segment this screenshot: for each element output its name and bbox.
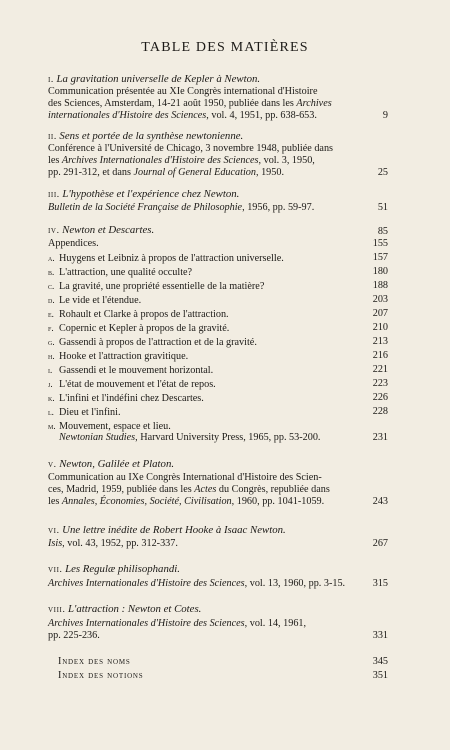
chapter-title: Une lettre inédite de Robert Hooke à Isaac Newton. <box>62 524 286 536</box>
appendix-item-source: Newtonian Studies, Harvard University Press, 1965, pp. 53-200. <box>59 432 321 443</box>
chapter-1-source-line: des Sciences, Amsterdam, 14-21 août 1950, publiée dans les Archives <box>48 98 332 109</box>
chapter-1-source-line: Communication présentée au XIe Congrès international d'Histoire <box>48 86 318 97</box>
index-of-notions: Index des notions <box>58 670 144 681</box>
page-number: 345 <box>372 656 388 667</box>
chapter-title: L'hypothèse et l'expérience chez Newton. <box>62 188 240 200</box>
chapter-3-heading <box>48 188 388 201</box>
index-of-names: Index des noms <box>58 656 131 667</box>
page-number: 9 <box>382 110 388 121</box>
chapter-2-heading <box>48 130 388 143</box>
chapter-3-source-line: Bulletin de la Société Française de Philosophie, 1956, pp. 59-97. <box>48 202 315 213</box>
page-number: 157 <box>372 252 388 263</box>
chapter-8-source-line: pp. 225-236. <box>48 630 100 641</box>
chapter-8-source-line: Archives Internationales d'Histoire des Sciences, vol. 14, 1961, <box>48 618 307 629</box>
chapter-6-source-line: Isis, vol. 43, 1952, pp. 312-337. <box>48 538 178 549</box>
appendix-item: c. La gravité, une propriété essentielle de la matière? <box>48 281 265 292</box>
page-number: 221 <box>372 364 388 375</box>
chapter-2-source-line: les Archives Internationales d'Histoire des Sciences, vol. 3, 1950, <box>48 155 315 166</box>
page-number: 223 <box>372 378 388 389</box>
chapter-1-heading <box>48 73 388 86</box>
chapter-2-source-line: Conférence à l'Université de Chicago, 3 novembre 1948, publiée dans <box>48 143 334 154</box>
appendix-item: i. Gassendi et le mouvement horizontal. <box>48 365 214 376</box>
chapter-title: L'attraction : Newton et Cotes. <box>68 603 202 615</box>
chapter-title: Newton et Descartes. <box>62 224 155 236</box>
page-number: 351 <box>372 670 388 681</box>
appendix-item: f. Copernic et Kepler à propos de la gravité. <box>48 323 230 334</box>
page-number: 243 <box>372 496 388 507</box>
chapter-title: Newton, Galilée et Platon. <box>59 458 175 470</box>
page-number: 213 <box>372 336 388 347</box>
page-number: 226 <box>372 392 388 403</box>
chapter-number: iii. <box>48 189 60 200</box>
chapter-title: Les Regulæ philisophandi. <box>65 563 180 575</box>
chapter-number: i. <box>48 74 54 85</box>
appendix-item: m. Mouvement, espace et lieu. <box>48 421 171 432</box>
appendix-item: d. Le vide et l'étendue. <box>48 295 142 306</box>
page-number: 203 <box>372 294 388 305</box>
chapter-5-source-line: les Annales, Économies, Société, Civilisation, 1960, pp. 1041-1059. <box>48 496 325 507</box>
chapter-8-heading <box>48 603 388 616</box>
chapter-7-source-line: Archives Internationales d'Histoire des Sciences, vol. 13, 1960, pp. 3-15. <box>48 578 346 589</box>
chapter-1-source-line: internationales d'Histoire des Sciences, vol. 4, 1951, pp. 638-653. <box>48 110 317 121</box>
chapter-7-heading <box>48 563 388 576</box>
chapter-title: La gravitation universelle de Kepler à Newton. <box>56 73 261 85</box>
chapter-5-source-line: ces, Madrid, 1959, publiée dans les Actes du Congrès, republiée dans <box>48 484 330 495</box>
page-number: 25 <box>377 167 388 178</box>
page-title: TABLE DES MATIÈRES <box>141 40 309 55</box>
page-number: 267 <box>372 538 388 549</box>
chapter-number: vii. <box>48 564 63 575</box>
page-number: 188 <box>372 280 388 291</box>
appendix-item: h. Hooke et l'attraction gravitique. <box>48 351 189 362</box>
appendix-item: k. L'infini et l'indéfini chez Descartes. <box>48 393 204 404</box>
appendix-item: a. Huygens et Leibniz à propos de l'attraction universelle. <box>48 253 284 264</box>
page-number: 180 <box>372 266 388 277</box>
chapter-2-source-line: pp. 291-312, et dans Journal of General Education, 1950. <box>48 167 284 178</box>
page-number: 315 <box>372 578 388 589</box>
chapter-6-heading <box>48 524 388 537</box>
page-number: 207 <box>372 308 388 319</box>
chapter-4-heading <box>48 224 388 237</box>
chapter-number: ii. <box>48 131 57 142</box>
chapter-title: Sens et portée de la synthèse newtonienne. <box>59 130 244 142</box>
appendix-item: e. Rohault et Clarke à propos de l'attraction. <box>48 309 229 320</box>
appendix-item: j. L'état de mouvement et l'état de repos. <box>48 379 216 390</box>
appendix-item: l. Dieu et l'infini. <box>48 407 121 418</box>
page-number: 331 <box>372 630 388 641</box>
appendix-item: g. Gassendi à propos de l'attraction et de la gravité. <box>48 337 257 348</box>
page-number: 231 <box>372 432 388 443</box>
appendix-item: b. L'attraction, une qualité occulte? <box>48 267 193 278</box>
page-number: 51 <box>377 202 388 213</box>
chapter-5-source-line: Communication au IXe Congrès International d'Histoire des Scien- <box>48 472 322 483</box>
chapter-5-heading <box>48 458 388 471</box>
page-number: 216 <box>372 350 388 361</box>
page-number: 155 <box>372 238 388 249</box>
chapter-number: vi. <box>48 525 60 536</box>
page-number: 228 <box>372 406 388 417</box>
chapter-number: iv. <box>48 225 60 236</box>
page-number: 85 <box>377 226 388 237</box>
appendices-label: Appendices. <box>48 238 99 249</box>
chapter-number: viii. <box>48 604 66 615</box>
page-number: 210 <box>372 322 388 333</box>
chapter-number: v. <box>48 459 57 470</box>
